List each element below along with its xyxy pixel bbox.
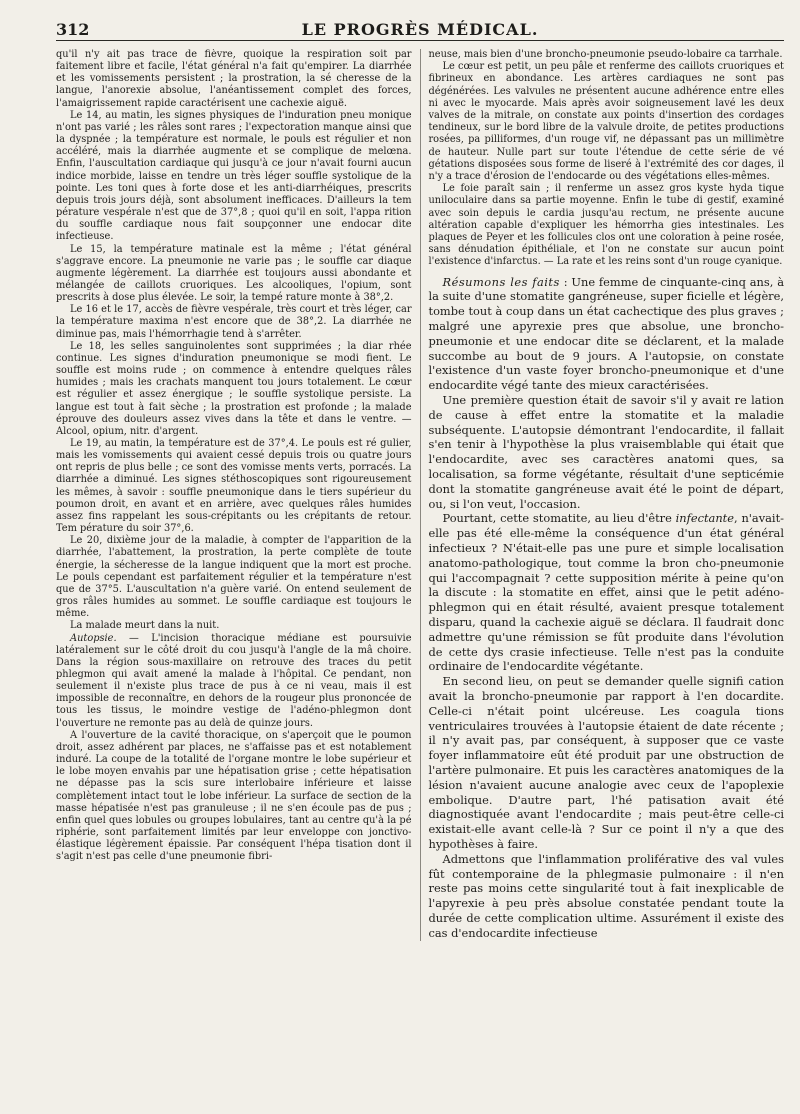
autopsy-paragraph: [56, 633, 412, 730]
journal-title: LE PROGRÈS MÉDICAL.: [301, 20, 539, 39]
paragraph: A l'ouverture de la cavité thoracique, on s'aperçoit que le poumon droit, assez adhérent par places, ne s'affaisse pas et est notablement induré. La coupe de la totalité de l'organe montre le lobe supérieur et le lobe moyen envahis par une hépatisation grise ; cette hépatisation ne dépasse pas la scis sure interlobaire inférieure et laisse complètement intact tout le lobe inférieur. La surface de section de la masse hépatisée n'est pas granuleuse ; il ne s'en écoule pas de pus ; enfin quel ques lobules ou groupes lobulaires, tant au centre qu'à la pé riphérie, sont parfaitement limités par leur enveloppe con jonctivo-élastique légèrement épaissie. Par conséquent l'hépa tisation dont il s'agit n'est pas celle d'une pneumonie fibri-: [56, 729, 412, 863]
autopsy-label: Autopsie.: [70, 632, 117, 644]
paragraph: En second lieu, on peut se demander quelle signifi cation avait la broncho-pneumonie par rapport à l'en docardite. Celle-ci n'était point ulcéreuse. Les coagula tions ventriculaires trouvées à l'autopsie étaient de date récente ; il n'y avait pas, par conséquent, à supposer que ce vaste foyer inflammatoire eût été produit par une obstruction de l'artère pulmonaire. Et puis les caractères anatomiques de la lésion n'avaient aucune analogie avec ceux de l'apoplexie embolique. D'autre part, l'hé patisation avait été diagnostiquée avant l'endocardite ; mais peut-être celle-ci existait-elle avant celle-là ? Sur ce point il n'y a que des hypothèses à faire.: [428, 674, 784, 851]
autopsy-text: — L'incision thoracique médiane est poursuivie latéralement sur le côté droit du cou jusqu'à l'angle de la mâ choire. Dans la région sous-maxillaire on retrouve des traces du petit phlegmon qui avait amené la malade à l'hôpital. Ce pendant, non seulement il n'existe plus trace de pus à ce ni veau, mais il est impossible de reconnaître, en dehors de la rougeur plus prononcée de tous les tissus, le moindre vestige de l'adéno-phlegmon dont l'ouverture ne remonte pas au delà de quinze jours.: [56, 632, 412, 729]
paragraph: [429, 511, 785, 674]
paragraph: Le 18, les selles sanguinolentes sont supprimées ; la diar rhée continue. Les signes d'induration pneumonique se modi fient. Le souffle est moins rude ; on commence à entendre quelques râles humides ; mais les crachats manquent tou jours totalement. Le cœur est régulier et assez énergique ; le souffle systolique persiste. La langue est tout à fait sèche ; la prostration est profonde ; la malade éprouve des douleurs assez vives dans la tête et dans le ventre. — Alcool, opium, nitr. d'argent.: [56, 340, 412, 437]
paragraph-lead: Résumons les faits: [442, 274, 560, 289]
right-column: [420, 49, 785, 941]
paragraph: Le foie paraît sain ; il renferme un assez gros kyste hyda tique uniloculaire dans sa partie moyenne. Enfin le tube di gestif, examiné avec soin depuis le cardia jusqu'au rectum, ne présente aucune altération capable d'expliquer les hémorrha gies intestinales. Les plaques de Peyer et les follicules clos ont une coloration à peine rosée, sans dénudation épithéliale, et l'on ne constate sur aucun point l'existence d'infarctus. — La rate et les reins sont d'un rouge cyanique.: [428, 183, 784, 268]
paragraph: La malade meurt dans la nuit.: [70, 620, 220, 632]
paragraph: Une première question était de savoir s'il y avait re lation de cause à effet entre la stomatite et la maladie subséquente. L'autopsie démontrant l'endocardite, il fallait s'en tenir à l'hypothèse la plus vraisemblable qui était que l'endocardite, avec ses caractères anatomi ques, sa localisation, sa forme végétante, résultait d'une septicémie dont la stomatite gangréneuse avait été le point de départ, ou, si l'on veut, l'occasion.: [428, 393, 784, 511]
paragraph: Admettons que l'inflammation proliférative des val vules fût contemporaine de la phlegmasie pulmonaire : il n'en reste pas moins cette singularité tout à fait inexplicable de l'apyrexie à peu près absolue constatée pendant toute la durée de cette complication ultime. Assurément il existe des cas d'endocardite infectieuse: [428, 851, 784, 940]
paragraph: [429, 275, 785, 393]
italic-term: infectante: [675, 511, 734, 526]
paragraph: Le cœur est petit, un peu pâle et renferme des caillots cruoriques et fibrineux en abondance. Les artères cardiaques ne sont pas dégénérées. Les valvules ne présentent aucune adhérence entre elles ni avec le myocarde. Mais après avoir soigneusement lavé les deux valves de la mitrale, on constate aux points d'insertion des cordages tendineux, sur le bord libre de la valvule droite, de petites productions rosées, pa pilliformes, d'un rouge vif, ne dépassant pas un millimètre de hauteur. Nulle part sur toute l'étendue de cette série de vé gétations disposées sous forme de liseré à l'extrémité des cor dages, il n'y a trace d'érosion de l'endocarde ou des végétations elles-mêmes.: [428, 61, 784, 183]
paragraph: qu'il n'y ait pas trace de fièvre, quoique la respiration soit par faitement libre et facile, l'état général n'a fait qu'empirer. La diarrhée et les vomissements persistent ; la prostration, la sé cheresse de la langue, l'anorexie absolue, l'anéantissement complet des forces, l'amaigrissement rapide caractérisent une cachexie aiguë.: [56, 49, 412, 109]
page-number: 312: [56, 20, 90, 39]
paragraph: Le 16 et le 17, accès de fièvre vespérale, très court et très léger, car la température maxima n'est encore que de 38°,2. La diarrhée ne diminue pas, mais l'hémorrhagie tend à s'arrêter.: [56, 304, 412, 340]
text-columns: [56, 49, 784, 941]
paragraph-text: : Une femme de cinquante-cinq ans, à la suite d'une stomatite gangréneuse, super ficielle et légère, tombe tout à coup dans un état cachectique des plus graves ; malgré une apyrexie pres que absolue, une broncho-pneumonie et une endocar dite se déclarent, et la malade succombe au bout de 9 jours. A l'autopsie, on constate l'existence d'un vaste foyer broncho-pneumonique et d'une endocardite végé tante des mieux caractérisées.: [428, 274, 784, 393]
paragraph-text: Pourtant, cette stomatite, au lieu d'être: [442, 511, 676, 526]
left-column: [56, 49, 412, 941]
paragraph: Le 19, au matin, la température est de 37°,4. Le pouls est ré gulier, mais les vomissements qui avaient cessé depuis trois ou quatre jours ont repris de plus belle ; ce sont des vomisse ments verts, porracés. La diarrhée a diminué. Les signes stéthoscopiques sont rigoureusement les mêmes, à savoir : souffle pneumonique dans le tiers supérieur du poumon droit, en avant et en arrière, avec quelques râles humides assez fins rappelant les sous-crépitants ou les crépitants de retour. Tem pérature du soir 37°,6.: [56, 438, 412, 535]
paragraph: Le 20, dixième jour de la maladie, à compter de l'apparition de la diarrhée, l'abattement, la prostration, la perte complète de toute énergie, la sécheresse de la langue indiquent que la mort est proche. Le pouls cependant est parfaitement régulier et la température n'est que de 37°5. L'auscultation n'a guère varié. On entend seulement de gros râles humides au sommet. Le souffle cardiaque est toujours le même.: [56, 535, 412, 620]
paragraph: neuse, mais bien d'une broncho-pneumonie pseudo-lobaire ca tarrhale.: [428, 49, 783, 60]
autopsy-continuation: [429, 49, 785, 269]
discussion-section: [429, 275, 785, 941]
paragraph: Le 15, la température matinale est la même ; l'état général s'aggrave encore. La pneumonie ne varie pas ; le souffle car diaque augmente légèrement. La diarrhée est toujours aussi abondante et mélangée de caillots cruoriques. Les alcooliques, l'opium, sont prescrits à dose plus élevée. Le soir, la tempé rature monte à 38°,2.: [56, 243, 412, 304]
paragraph-text: , n'avait-elle pas été elle-même la conséquence d'un état général infectieux ? N'était-elle pas une pure et simple localisation anatomo-pathologique, tout comme la bron cho-pneumonie qui l'accompagnait ? cette supposition mérite à peine qu'on la discute : la stomatite en effet, ainsi que le petit adéno-phlegmon qui en était résulté, avaient presque totalement disparu, quand la cachexie aiguë se déclara. Il faudrait donc admettre qu'une rémission se fût produite dans l'évolution de cette dys crasie infectieuse. Telle n'est pas la conduite ordinaire de l'endocardite végétante.: [428, 511, 784, 674]
paragraph: Le 14, au matin, les signes physiques de l'induration pneu monique n'ont pas varié ; les râles sont rares ; l'expectoration manque ainsi que la dyspnée ; la température est normale, le pouls est régulier et non accéléré, mais la diarrhée augmente et se complique de melœna. Enfin, l'auscultation cardiaque qui jusqu'à ce jour n'avait fourni aucun indice morbide, laisse en tendre un très léger souffle systolique de la pointe. Les toni ques à forte dose et les anti-diarrhéiques, prescrits depuis trois jours déjà, sont absolument inefficaces. D'ailleurs la tem pérature vespérale n'est que de 37°,8 ; quoi qu'il en soit, l'appa rition du souffle cardiaque nous fait soupçonner une endocar dite infectieuse.: [56, 109, 412, 243]
page-header: [56, 18, 784, 41]
